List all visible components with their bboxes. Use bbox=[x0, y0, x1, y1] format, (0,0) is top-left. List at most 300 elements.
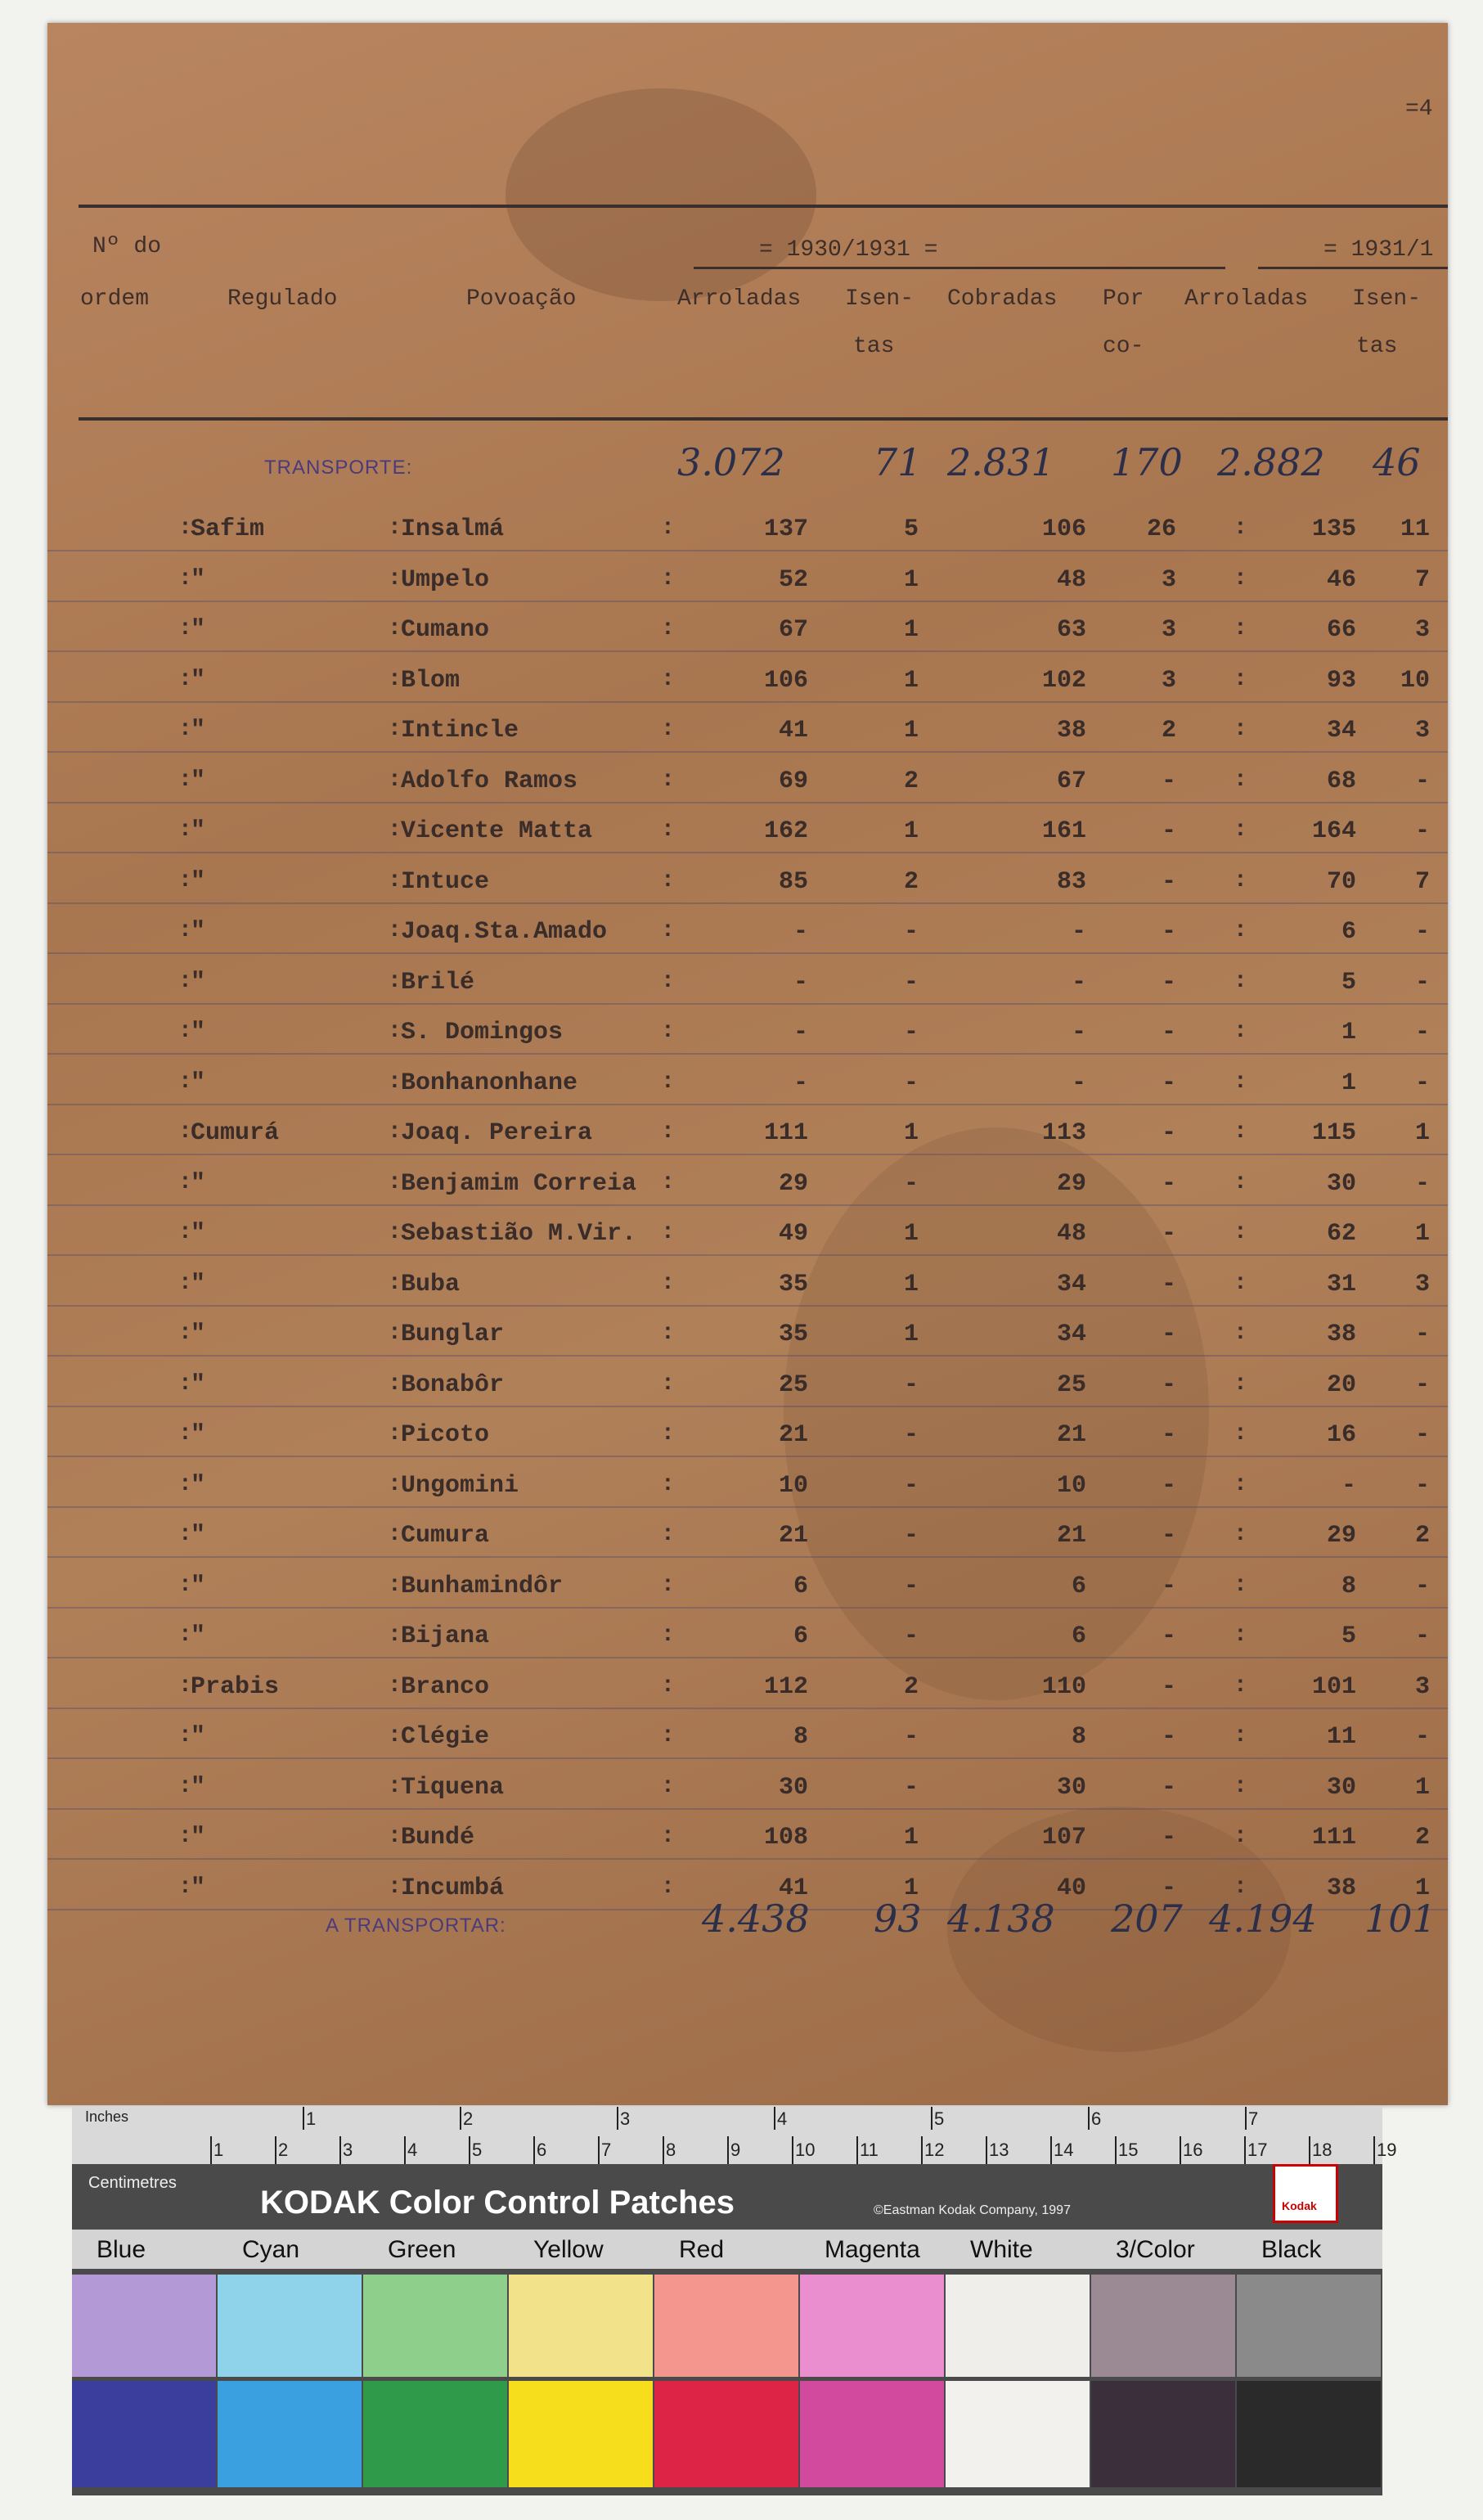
value-cell: 85 bbox=[778, 867, 808, 896]
value-cell: 110 bbox=[1041, 1672, 1086, 1701]
cm-tick-label: 6 bbox=[537, 2140, 547, 2160]
value-cell: - bbox=[903, 1019, 919, 1046]
value-cell: 6 bbox=[1071, 1622, 1086, 1650]
column-separator: : bbox=[388, 1270, 402, 1296]
inch-tick-label: 2 bbox=[463, 2108, 474, 2129]
column-separator: : bbox=[661, 817, 675, 843]
row-rule bbox=[47, 1003, 1448, 1005]
value-cell: - bbox=[1161, 1169, 1176, 1198]
regulado-cell: " bbox=[191, 867, 206, 896]
col-isentas-header: Isen- bbox=[845, 286, 915, 312]
table-row bbox=[47, 1060, 1448, 1110]
col-order-label-2: ordem bbox=[80, 286, 150, 312]
povoacao-cell: Vicente Matta bbox=[401, 817, 593, 845]
column-separator: : bbox=[178, 1824, 192, 1849]
value-cell: - bbox=[1414, 1321, 1430, 1348]
column-separator: : bbox=[388, 867, 402, 893]
value-cell: - bbox=[1161, 1572, 1176, 1600]
table-row bbox=[47, 758, 1448, 808]
regulado-cell: " bbox=[191, 1622, 206, 1650]
value-cell: - bbox=[1161, 767, 1176, 795]
a-transportar-row bbox=[47, 1897, 1448, 1947]
value-cell: 101 bbox=[1311, 1672, 1356, 1701]
povoacao-cell: Bonhanonhane bbox=[401, 1069, 578, 1097]
inch-tick bbox=[1245, 2107, 1247, 2130]
value-cell: - bbox=[903, 1370, 919, 1399]
povoacao-cell: Blom bbox=[401, 666, 461, 695]
value-cell: 1 bbox=[903, 717, 919, 745]
table-row bbox=[47, 1109, 1448, 1160]
column-separator: : bbox=[661, 1321, 675, 1346]
column-separator: : bbox=[178, 1270, 192, 1296]
color-patch-light bbox=[800, 2275, 944, 2377]
value-cell: 3 bbox=[1161, 616, 1176, 644]
cm-tick-label: 2 bbox=[278, 2140, 289, 2160]
color-patch-dark bbox=[1091, 2381, 1235, 2487]
value-cell: - bbox=[1161, 867, 1176, 896]
value-cell: - bbox=[1414, 1169, 1430, 1198]
column-separator: : bbox=[178, 616, 192, 641]
value-cell: 111 bbox=[763, 1119, 808, 1147]
value-cell: 106 bbox=[763, 666, 808, 695]
row-rule bbox=[47, 1204, 1448, 1206]
value-cell: 5 bbox=[1341, 968, 1356, 997]
color-patch-light bbox=[363, 2275, 507, 2377]
column-separator: : bbox=[388, 1069, 402, 1095]
value-cell: 164 bbox=[1311, 817, 1356, 845]
col-regulado-header: Regulado bbox=[227, 286, 338, 312]
row-rule bbox=[47, 1254, 1448, 1256]
povoacao-cell: Clégie bbox=[401, 1723, 490, 1751]
value-cell: 135 bbox=[1311, 515, 1356, 543]
regulado-cell: " bbox=[191, 1019, 206, 1046]
value-cell: - bbox=[1414, 1572, 1430, 1600]
cm-tick bbox=[1050, 2136, 1052, 2164]
value-cell: - bbox=[1414, 817, 1430, 845]
column-separator: : bbox=[388, 1622, 402, 1648]
inch-tick-label: 1 bbox=[306, 2108, 317, 2129]
table-row bbox=[47, 808, 1448, 858]
table-row bbox=[47, 858, 1448, 909]
row-rule bbox=[47, 701, 1448, 703]
value-cell: 48 bbox=[1056, 565, 1086, 594]
color-patch-dark bbox=[800, 2381, 944, 2487]
column-separator: : bbox=[1234, 1622, 1247, 1648]
column-separator: : bbox=[661, 1572, 675, 1598]
column-separator: : bbox=[661, 1824, 675, 1849]
column-separator: : bbox=[388, 817, 402, 843]
value-cell: - bbox=[1161, 1270, 1176, 1298]
table-row bbox=[47, 1814, 1448, 1865]
cm-tick-label: 4 bbox=[407, 2140, 418, 2160]
column-separator: : bbox=[1234, 968, 1247, 994]
column-separator: : bbox=[1234, 1119, 1247, 1145]
value-cell: - bbox=[1341, 1471, 1356, 1500]
value-cell: - bbox=[1414, 1723, 1430, 1751]
column-separator: : bbox=[1234, 1723, 1247, 1748]
color-patch-dark bbox=[72, 2381, 216, 2487]
col-por-header-2: co- bbox=[1103, 334, 1144, 359]
table-row bbox=[47, 556, 1448, 607]
value-cell: 21 bbox=[778, 1522, 808, 1550]
column-separator: : bbox=[178, 1421, 192, 1447]
color-patch-light bbox=[946, 2275, 1090, 2377]
cm-tick-label: 17 bbox=[1247, 2140, 1268, 2160]
value-cell: 29 bbox=[778, 1169, 808, 1198]
table-row bbox=[47, 1261, 1448, 1312]
value-cell: - bbox=[903, 1471, 919, 1500]
value-cell: 107 bbox=[1041, 1824, 1086, 1852]
column-separator: : bbox=[178, 817, 192, 843]
color-patch-dark bbox=[654, 2381, 798, 2487]
value-cell: 111 bbox=[1311, 1824, 1356, 1852]
value-cell: - bbox=[1161, 817, 1176, 845]
value-cell: - bbox=[1161, 1119, 1176, 1147]
povoacao-cell: Ungomini bbox=[401, 1471, 519, 1500]
value-cell: 46 bbox=[1326, 565, 1356, 594]
table-row bbox=[47, 1713, 1448, 1764]
value-cell: 63 bbox=[1056, 616, 1086, 644]
column-separator: : bbox=[178, 666, 192, 692]
regulado-cell: " bbox=[191, 1522, 206, 1550]
transporte-value: 46 bbox=[1373, 440, 1421, 484]
value-cell: - bbox=[1414, 767, 1430, 795]
column-separator: : bbox=[661, 1672, 675, 1699]
column-separator: : bbox=[661, 1874, 675, 1900]
regulado-cell: " bbox=[191, 1220, 206, 1248]
povoacao-cell: Tiquena bbox=[401, 1773, 505, 1802]
value-cell: 31 bbox=[1326, 1270, 1356, 1298]
value-cell: 69 bbox=[778, 767, 808, 795]
value-cell: - bbox=[793, 1069, 808, 1097]
value-cell: 5 bbox=[1341, 1622, 1356, 1650]
year-underline bbox=[1258, 267, 1448, 269]
a-transportar-label: A TRANSPORTAR: bbox=[326, 1915, 506, 1937]
value-cell: 161 bbox=[1041, 817, 1086, 845]
value-cell: 34 bbox=[1056, 1270, 1086, 1298]
value-cell: 38 bbox=[1056, 717, 1086, 745]
value-cell: 68 bbox=[1326, 767, 1356, 795]
cm-tick bbox=[986, 2136, 987, 2164]
kodak-logo-text: Kodak bbox=[1282, 2199, 1317, 2212]
column-separator: : bbox=[1234, 1069, 1247, 1095]
value-cell: 3 bbox=[1161, 565, 1176, 594]
value-cell: - bbox=[903, 1622, 919, 1650]
value-cell: 1 bbox=[1414, 1773, 1430, 1802]
value-cell: - bbox=[1161, 1622, 1176, 1650]
column-separator: : bbox=[661, 1169, 675, 1195]
cm-tick bbox=[1373, 2136, 1375, 2164]
value-cell: 1 bbox=[1414, 1119, 1430, 1147]
row-rule bbox=[47, 550, 1448, 551]
column-separator: : bbox=[388, 1119, 402, 1145]
cm-tick bbox=[1115, 2136, 1117, 2164]
column-separator: : bbox=[661, 1119, 675, 1145]
inch-tick bbox=[460, 2107, 461, 2130]
value-cell: 6 bbox=[793, 1622, 808, 1650]
patch-label: Cyan bbox=[242, 2236, 300, 2263]
column-separator: : bbox=[1234, 1370, 1247, 1397]
transporte-value: 3.072 bbox=[677, 440, 785, 484]
value-cell: 1 bbox=[1341, 1019, 1356, 1046]
table-row bbox=[47, 1563, 1448, 1613]
column-separator: : bbox=[178, 1672, 192, 1699]
table-row bbox=[47, 1361, 1448, 1412]
value-cell: 30 bbox=[1326, 1169, 1356, 1198]
value-cell: 10 bbox=[1056, 1471, 1086, 1500]
povoacao-cell: Branco bbox=[401, 1672, 490, 1701]
column-separator: : bbox=[661, 1471, 675, 1497]
cm-tick bbox=[533, 2136, 535, 2164]
value-cell: 1 bbox=[1341, 1069, 1356, 1097]
povoacao-cell: Umpelo bbox=[401, 565, 490, 594]
column-separator: : bbox=[1234, 918, 1247, 943]
header-top-rule bbox=[79, 205, 1448, 208]
cm-tick bbox=[792, 2136, 793, 2164]
column-separator: : bbox=[388, 1522, 402, 1547]
value-cell: - bbox=[793, 1019, 808, 1046]
color-patch-light bbox=[218, 2275, 362, 2377]
table-row bbox=[47, 1613, 1448, 1663]
column-separator: : bbox=[178, 565, 192, 592]
column-separator: : bbox=[661, 565, 675, 592]
povoacao-cell: Brilé bbox=[401, 968, 475, 997]
column-separator: : bbox=[178, 1723, 192, 1748]
column-separator: : bbox=[178, 1220, 192, 1245]
column-separator: : bbox=[388, 968, 402, 994]
patch-label: Green bbox=[388, 2236, 456, 2263]
table-row bbox=[47, 657, 1448, 708]
column-separator: : bbox=[178, 1119, 192, 1145]
value-cell: - bbox=[1161, 1019, 1176, 1046]
transporte-value: 2.882 bbox=[1217, 440, 1325, 484]
value-cell: 10 bbox=[778, 1471, 808, 1500]
column-separator: : bbox=[661, 515, 675, 541]
column-separator: : bbox=[178, 717, 192, 742]
regulado-cell: " bbox=[191, 1169, 206, 1198]
column-separator: : bbox=[1234, 867, 1247, 893]
column-separator: : bbox=[388, 565, 402, 592]
regulado-cell: " bbox=[191, 1874, 206, 1902]
column-separator: : bbox=[388, 1572, 402, 1598]
table-row bbox=[47, 1764, 1448, 1815]
value-cell: 26 bbox=[1146, 515, 1176, 543]
regulado-cell: " bbox=[191, 1069, 206, 1097]
color-patch-light bbox=[1237, 2275, 1381, 2377]
cm-tick bbox=[404, 2136, 406, 2164]
cm-tick-label: 16 bbox=[1183, 2140, 1203, 2160]
column-separator: : bbox=[661, 1622, 675, 1648]
column-separator: : bbox=[1234, 1471, 1247, 1497]
column-separator: : bbox=[178, 515, 192, 541]
value-cell: - bbox=[1161, 1723, 1176, 1751]
povoacao-cell: Benjamim Correia bbox=[401, 1169, 637, 1198]
row-rule bbox=[47, 1757, 1448, 1759]
centimetres-label: Centimetres bbox=[88, 2174, 177, 2192]
inch-tick-label: 6 bbox=[1091, 2108, 1102, 2129]
column-separator: : bbox=[1234, 1270, 1247, 1296]
inches-label: Inches bbox=[85, 2108, 129, 2125]
value-cell: - bbox=[1071, 968, 1086, 997]
value-cell: 3 bbox=[1161, 666, 1176, 695]
table-row bbox=[47, 908, 1448, 959]
table-row bbox=[47, 959, 1448, 1010]
value-cell: 70 bbox=[1326, 867, 1356, 896]
value-cell: 1 bbox=[1414, 1874, 1430, 1902]
total-value: 93 bbox=[874, 1897, 922, 1941]
column-separator: : bbox=[178, 918, 192, 943]
value-cell: 1 bbox=[903, 1321, 919, 1348]
cm-tick bbox=[1309, 2136, 1310, 2164]
cm-tick-label: 10 bbox=[795, 2140, 816, 2160]
row-rule bbox=[47, 1154, 1448, 1155]
column-separator: : bbox=[388, 1723, 402, 1748]
color-patch-light bbox=[1091, 2275, 1235, 2377]
value-cell: 112 bbox=[763, 1672, 808, 1701]
value-cell: 21 bbox=[1056, 1421, 1086, 1449]
year-header-1930: = 1930/1931 = bbox=[759, 237, 938, 263]
column-separator: : bbox=[1234, 1572, 1247, 1598]
color-patch-light bbox=[654, 2275, 798, 2377]
table-row bbox=[47, 707, 1448, 758]
regulado-cell: " bbox=[191, 1723, 206, 1751]
cm-tick-label: 1 bbox=[213, 2140, 224, 2160]
value-cell: - bbox=[903, 918, 919, 946]
column-separator: : bbox=[178, 767, 192, 793]
value-cell: 66 bbox=[1326, 616, 1356, 644]
corner-mark: =4 bbox=[1405, 97, 1433, 122]
color-patch-dark bbox=[218, 2381, 362, 2487]
col-arroladas-header: Arroladas bbox=[677, 286, 802, 312]
povoacao-cell: Bundé bbox=[401, 1824, 475, 1852]
cm-tick bbox=[727, 2136, 729, 2164]
column-separator: : bbox=[388, 1169, 402, 1195]
row-rule bbox=[47, 1456, 1448, 1457]
value-cell: - bbox=[1161, 1321, 1176, 1348]
patch-label: Yellow bbox=[533, 2236, 604, 2263]
value-cell: - bbox=[1414, 1421, 1430, 1449]
header-bottom-rule bbox=[79, 417, 1448, 421]
value-cell: 35 bbox=[778, 1321, 808, 1348]
value-cell: 3 bbox=[1414, 616, 1430, 644]
cm-tick-label: 15 bbox=[1118, 2140, 1139, 2160]
color-patch-light bbox=[72, 2275, 216, 2377]
inch-tick bbox=[303, 2107, 304, 2130]
col-arroladas-b-header: Arroladas bbox=[1184, 286, 1309, 312]
column-separator: : bbox=[178, 1522, 192, 1547]
column-separator: : bbox=[661, 1522, 675, 1547]
column-separator: : bbox=[388, 666, 402, 692]
year-header-1931: = 1931/1 bbox=[1323, 237, 1434, 263]
document-sheet bbox=[47, 23, 1448, 2105]
row-rule bbox=[47, 1607, 1448, 1609]
column-separator: : bbox=[661, 1370, 675, 1397]
inch-tick bbox=[1088, 2107, 1090, 2130]
value-cell: 7 bbox=[1414, 565, 1430, 594]
column-separator: : bbox=[1234, 1220, 1247, 1245]
regulado-cell: " bbox=[191, 1321, 206, 1348]
col-povoacao-header: Povoação bbox=[466, 286, 577, 312]
column-separator: : bbox=[1234, 515, 1247, 541]
value-cell: 34 bbox=[1326, 717, 1356, 745]
inch-tick-label: 7 bbox=[1248, 2108, 1259, 2129]
column-separator: : bbox=[178, 1874, 192, 1900]
cm-tick bbox=[339, 2136, 341, 2164]
table-row bbox=[47, 1411, 1448, 1462]
row-rule bbox=[47, 1858, 1448, 1860]
patch-label: Black bbox=[1261, 2236, 1322, 2263]
cm-tick-label: 9 bbox=[730, 2140, 741, 2160]
povoacao-cell: Incumbá bbox=[401, 1874, 505, 1902]
row-rule bbox=[47, 650, 1448, 652]
value-cell: 49 bbox=[778, 1220, 808, 1248]
value-cell: - bbox=[1161, 918, 1176, 946]
value-cell: 115 bbox=[1311, 1119, 1356, 1147]
column-separator: : bbox=[1234, 767, 1247, 793]
column-separator: : bbox=[661, 1220, 675, 1245]
column-separator: : bbox=[1234, 1522, 1247, 1547]
povoacao-cell: Bunhamindôr bbox=[401, 1572, 564, 1600]
value-cell: 1 bbox=[903, 1874, 919, 1902]
patch-label: Red bbox=[679, 2236, 725, 2263]
value-cell: 2 bbox=[903, 1672, 919, 1701]
row-rule bbox=[47, 751, 1448, 753]
column-separator: : bbox=[661, 1421, 675, 1447]
value-cell: 8 bbox=[1071, 1723, 1086, 1751]
value-cell: - bbox=[903, 1773, 919, 1802]
povoacao-cell: Joaq.Sta.Amado bbox=[401, 918, 608, 946]
value-cell: 113 bbox=[1041, 1119, 1086, 1147]
value-cell: 11 bbox=[1400, 515, 1430, 543]
transporte-row bbox=[47, 440, 1448, 491]
column-separator: : bbox=[178, 1169, 192, 1195]
column-separator: : bbox=[388, 767, 402, 793]
cm-tick-label: 13 bbox=[989, 2140, 1009, 2160]
povoacao-cell: Bunglar bbox=[401, 1321, 505, 1348]
total-value: 4.438 bbox=[702, 1897, 810, 1941]
value-cell: - bbox=[1161, 1421, 1176, 1449]
regulado-cell: " bbox=[191, 1824, 206, 1852]
povoacao-cell: S. Domingos bbox=[401, 1019, 564, 1046]
column-separator: : bbox=[388, 1672, 402, 1699]
value-cell: - bbox=[1161, 1672, 1176, 1701]
column-separator: : bbox=[1234, 616, 1247, 641]
column-separator: : bbox=[388, 616, 402, 641]
col-isentas-header-2: tas bbox=[853, 334, 895, 359]
value-cell: - bbox=[1161, 1370, 1176, 1399]
column-separator: : bbox=[661, 1773, 675, 1799]
value-cell: 1 bbox=[903, 1270, 919, 1298]
inch-tick-label: 5 bbox=[934, 2108, 945, 2129]
value-cell: 106 bbox=[1041, 515, 1086, 543]
value-cell: 30 bbox=[1056, 1773, 1086, 1802]
value-cell: 108 bbox=[763, 1824, 808, 1852]
inch-tick bbox=[617, 2107, 618, 2130]
value-cell: - bbox=[1161, 1824, 1176, 1852]
povoacao-cell: Insalmá bbox=[401, 515, 505, 543]
value-cell: - bbox=[793, 918, 808, 946]
value-cell: - bbox=[793, 968, 808, 997]
value-cell: 20 bbox=[1326, 1370, 1356, 1399]
value-cell: - bbox=[903, 1421, 919, 1449]
kodak-logo bbox=[1273, 2164, 1338, 2223]
regulado-cell: Cumurá bbox=[191, 1119, 280, 1147]
value-cell: 6 bbox=[1341, 918, 1356, 946]
column-separator: : bbox=[178, 1773, 192, 1799]
column-separator: : bbox=[661, 867, 675, 893]
column-separator: : bbox=[178, 968, 192, 994]
cm-tick-label: 8 bbox=[666, 2140, 676, 2160]
